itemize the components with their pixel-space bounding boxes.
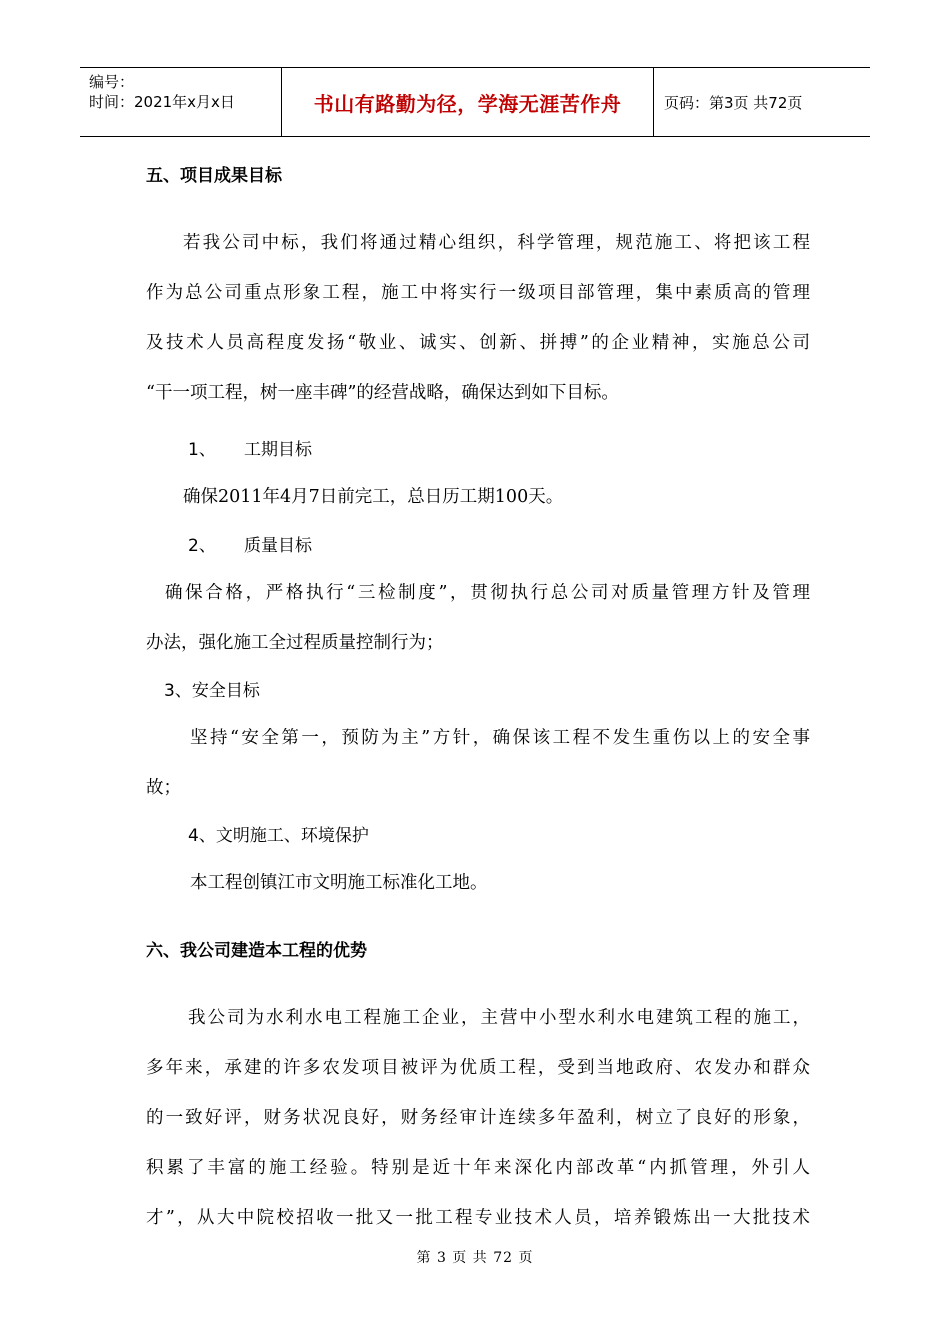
page-footer: 第 3 页 共 72 页 (416, 1250, 534, 1266)
section-5-intro-line-4: “干一项工程，树一座丰碑”的经营战略，确保达到如下目标。 (146, 383, 619, 403)
item-3-text-line-2: 故； (146, 778, 181, 798)
section-5-title: 五、项目成果目标 (146, 166, 282, 186)
section-5-intro-line-3: 及技术人员高程度发扬“敬业、诚实、创新、拼搏”的企业精神，实施总公司 (146, 333, 810, 353)
item-3-text-line-1: 坚持“安全第一，预防为主”方针，确保该工程不发生重伤以上的安全事 (190, 728, 810, 748)
item-3-title: 3、安全目标 (164, 681, 260, 701)
page-header (80, 67, 870, 137)
section-6-line-5: 才”，从大中院校招收一批又一批工程专业技术人员，培养锻炼出一大批技术 (146, 1208, 810, 1228)
item-2-text-line-1: 确保合格，严格执行“三检制度”，贯彻执行总公司对质量管理方针及管理 (165, 583, 810, 603)
item-2-title: 质量目标 (244, 536, 312, 556)
section-6-line-3: 的一致好评，财务状况良好，财务经审计连续多年盈利，树立了良好的形象， (146, 1108, 810, 1128)
section-5-intro-line-2: 作为总公司重点形象工程，施工中将实行一级项目部管理，集中素质高的管理 (146, 283, 810, 303)
section-5-intro-line-1: 若我公司中标，我们将通过精心组织，科学管理，规范施工、将把该工程 (183, 233, 810, 253)
header-page-cell (654, 68, 870, 136)
section-6-title: 六、我公司建造本工程的优势 (146, 941, 367, 961)
section-6-line-1: 我公司为水利水电工程施工企业，主营中小型水利水电建筑工程的施工， (188, 1008, 810, 1028)
header-left-cell (80, 68, 282, 136)
header-page-label: 页码：第3页 共72页 (664, 93, 803, 112)
header-motto: 书山有路勤为径，学海无涯苦作舟 (313, 91, 622, 116)
document-time-label: 时间：2021年x月x日 (89, 93, 235, 111)
document-number-label: 编号： (89, 73, 135, 91)
item-1-title: 工期目标 (244, 440, 312, 460)
item-4-text: 本工程创镇江市文明施工标准化工地。 (190, 873, 488, 893)
item-1-number: 1、 (188, 440, 216, 460)
header-motto-cell (282, 68, 654, 136)
section-6-line-2: 多年来，承建的许多农发项目被评为优质工程，受到当地政府、农发办和群众 (146, 1058, 810, 1078)
section-6-line-4: 积累了丰富的施工经验。特别是近十年来深化内部改革“内抓管理，外引人 (146, 1158, 810, 1178)
item-4-title: 4、文明施工、环境保护 (188, 826, 369, 846)
item-2-text-line-2: 办法，强化施工全过程质量控制行为； (146, 633, 444, 653)
item-1-text: 确保2011年4月7日前完工，总日历工期100天。 (183, 487, 564, 507)
item-2-number: 2、 (188, 536, 216, 556)
